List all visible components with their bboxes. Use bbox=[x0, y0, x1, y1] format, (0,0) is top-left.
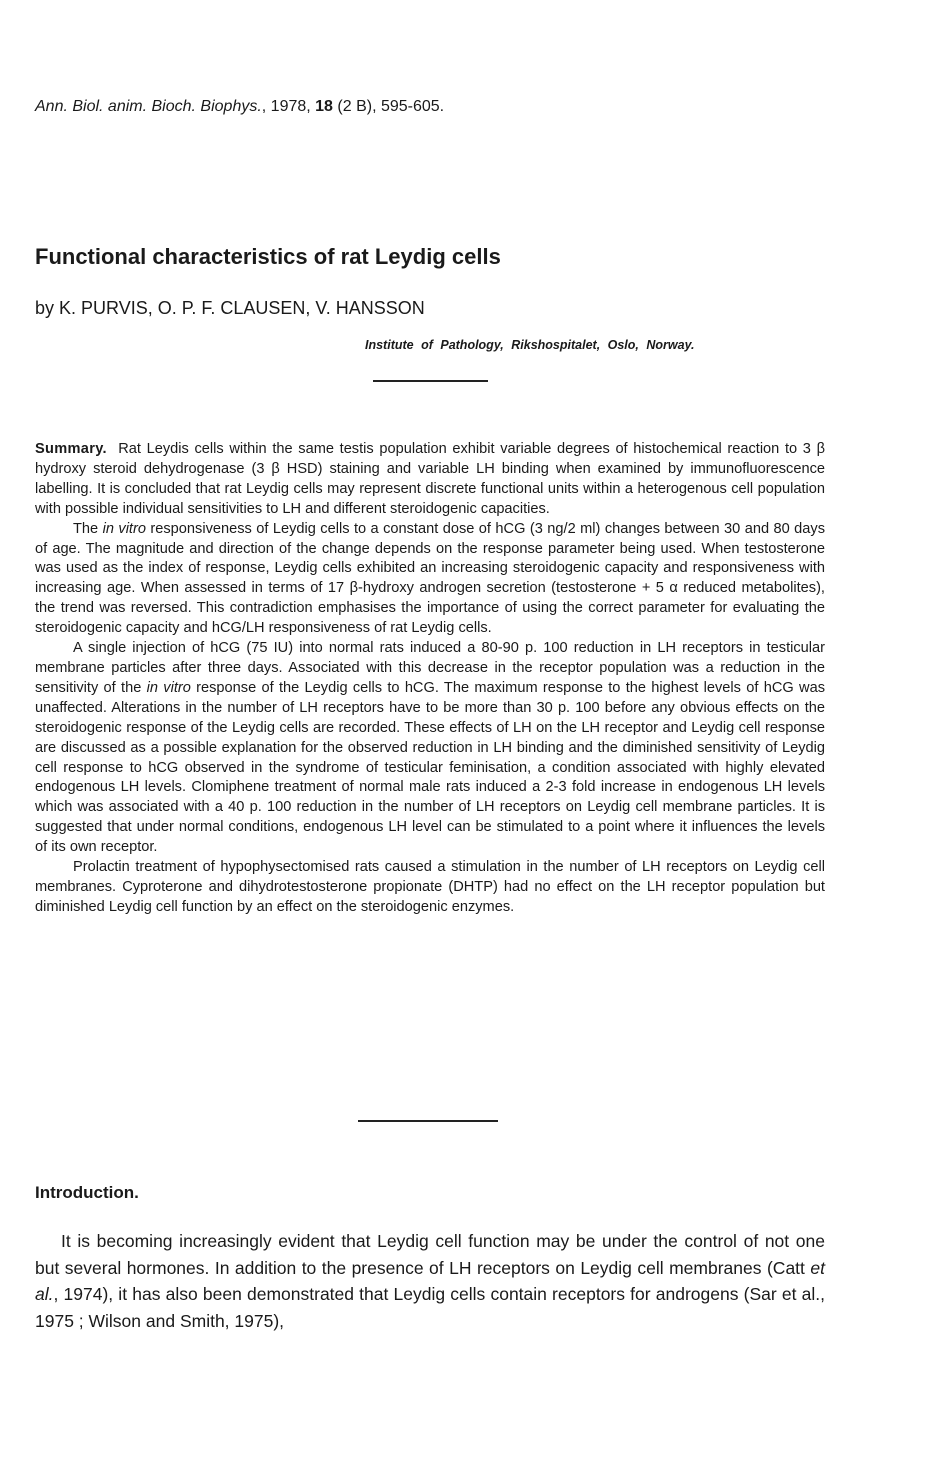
journal-citation bbox=[35, 98, 444, 116]
summary-text-3-italic: in vitro bbox=[146, 679, 191, 696]
summary-text-2-italic: in vitro bbox=[102, 520, 146, 537]
introduction-text-a: It is becoming increasingly evident that Leydig cell function may be under the control of not one but several hormones. In addition to the presence of LH receptors on Leydig cell membranes (Catt bbox=[35, 1231, 825, 1278]
journal-name: Ann. Biol. anim. Bioch. Biophys. bbox=[35, 98, 262, 115]
summary-text-3b: response of the Leydig cells to hCG. The maximum response to the highest levels of hCG was unaffected. Alterations in the number of LH receptors have to be more than 30 p. 100 before any obvious effects on the steroidogenic response of the Leydig cells are recorded. These effects of LH on the LH receptor and Leydig cell response are discussed as a possible explanation for the observed reduction in LH binding and the diminished sensitivity of Leydig cell response to hCG observed in the syndrome of testicular feminisation, a condition associated with highly elevated endogenous LH levels. Clomiphene treatment of normal male rats induced a 2-3 fold increase in endogenous LH levels which was associated with a 40 p. 100 reduction in the number of LH receptors on Leydig cell membrane particles. It is suggested that under normal conditions, endogenous LH level can be stimulated to a point where it influences the levels of its own receptor. bbox=[35, 679, 825, 856]
introduction-paragraph bbox=[35, 1228, 825, 1334]
summary-label: Summary. bbox=[35, 441, 107, 457]
summary-paragraph-2 bbox=[35, 520, 825, 639]
summary-paragraph-3 bbox=[35, 639, 825, 858]
summary-paragraph-4 bbox=[35, 858, 825, 918]
citation-year: , 1978, bbox=[261, 98, 316, 115]
summary-text-2b: responsiveness of Leydig cells to a constant dose of hCG (3 ng/2 ml) changes between 30 and 80 days of age. The magnitude and direction of the change depends on the response parameter being used. When testosterone was used as the index of response, Leydig cells exhibited an increasing steroidogenic capacity and responsiveness with increasing age. When assessed in terms of 17 β-hydroxy androgen secretion (testosterone + 5 α reduced metabolites), the trend was reversed. This contradiction emphasises the importance of using the correct parameter for evaluating the steroidogenic capacity and hCG/LH responsiveness of rat Leydig cells. bbox=[35, 520, 826, 637]
citation-volume: 18 bbox=[315, 98, 333, 115]
citation-pages: (2 B), 595-605. bbox=[332, 98, 445, 115]
summary-divider bbox=[358, 1120, 498, 1122]
title-divider bbox=[373, 380, 488, 382]
summary-paragraph-1 bbox=[35, 440, 825, 520]
introduction-text-b: , 1974), it has also been demonstrated that Leydig cells contain receptors for androgens (Sar et al., 1975 ; Wilson and Smith, 1975), bbox=[35, 1284, 825, 1331]
affiliation: Institute of Pathology, Rikshospitalet, Oslo, Norway. bbox=[365, 338, 695, 352]
summary-text-2a: The bbox=[73, 520, 103, 537]
summary-text-1: Rat Leydis cells within the same testis population exhibit variable degrees of histochemical reaction to 3 β hydroxy steroid dehydrogenase (3 β HSD) staining and variable LH binding when examined by immunofluorescence labelling. It is concluded that rat Leydig cells may represent discrete functional units within a heterogenous cell population with possible individual sensitivities to LH and different steroidogenic capacities. bbox=[35, 441, 825, 517]
introduction-heading: Introduction. bbox=[35, 1183, 139, 1202]
paper-title: Functional characteristics of rat Leydig cells bbox=[35, 244, 501, 269]
author-list: by K. PURVIS, O. P. F. CLAUSEN, V. HANSSON bbox=[35, 298, 425, 318]
summary-text-4: Prolactin treatment of hypophysectomised rats caused a stimulation in the number of LH receptors on Leydig cell membranes. Cyproterone and dihydrotestosterone propionate (DHTP) had no effect on the LH receptor population but diminished Leydig cell function by an effect on the steroidogenic enzymes. bbox=[35, 859, 825, 915]
summary-text-3a: A single injection of hCG (75 IU) into normal rats induced a 80-90 p. 100 reduction in LH receptors in testicular membrane particles after three days. Associated with this decrease in the receptor population was a reduction in the sensitivity of the bbox=[35, 640, 825, 696]
introduction-text-italic: et al. bbox=[35, 1257, 825, 1305]
summary-section bbox=[35, 440, 825, 918]
introduction-section bbox=[35, 1228, 825, 1334]
